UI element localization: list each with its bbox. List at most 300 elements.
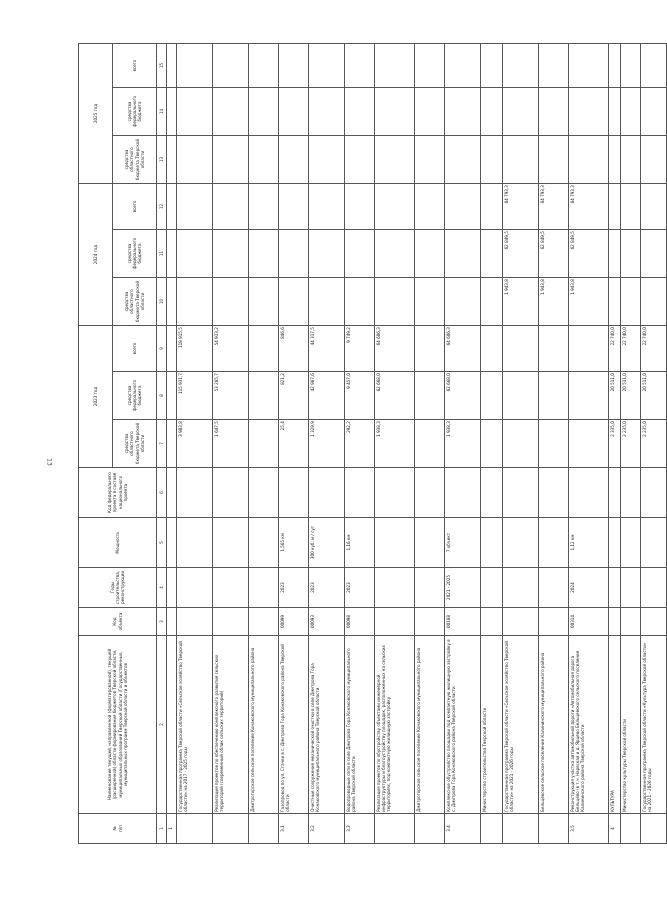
row-amount: [345, 88, 375, 136]
header-year-2024: 2024 год: [79, 184, 113, 326]
row-name: Реализация проектов по обеспечению комплексного развития сельских территорий (современный облик сельских территорий): [213, 636, 249, 814]
row-federal-project: [569, 468, 609, 518]
header-total: всего: [113, 44, 157, 88]
row-name: Водопроводные сети в селе Дмитрова Гора Конаковского муниципального района Тверской области: [345, 636, 375, 814]
row-amount: [167, 278, 177, 326]
table-row: [569, 44, 609, 844]
table-row: [167, 44, 177, 844]
table-row: [641, 44, 667, 844]
row-years: 2023: [309, 568, 345, 608]
row-number: 1: [167, 814, 177, 844]
row-amount: 62 849,5: [539, 230, 569, 278]
row-amount: 62 668,0: [375, 372, 415, 420]
row-capacity: 1,565 км: [279, 518, 309, 568]
header-years: Годы строительства, реконструкции: [79, 568, 157, 608]
row-amount: [569, 420, 609, 468]
row-amount: [167, 230, 177, 278]
row-amount: [167, 136, 177, 184]
row-name: Реконструкция участка автомобильной дороги «Автомобильная дорога Бельцево (в т.ч. Нарвская и д. Ярцево Бельцевского сельского поселения Калининского района Тверской области: [569, 636, 609, 814]
row-amount: [641, 88, 667, 136]
row-amount: [249, 372, 279, 420]
row-object-code: [503, 608, 539, 636]
row-years: [415, 568, 445, 608]
row-amount: 2 235,0: [641, 420, 667, 468]
row-object-code: [249, 608, 279, 636]
row-years: [249, 568, 279, 608]
row-amount: [177, 184, 213, 230]
row-amount: 9 749,2: [345, 326, 375, 372]
row-amount: 821,2: [279, 372, 309, 420]
row-amount: [503, 136, 539, 184]
row-amount: 20 511,0: [641, 372, 667, 420]
header-federal-budget: средства федерального бюджета: [113, 88, 157, 136]
row-federal-project: [445, 468, 481, 518]
row-number: [415, 814, 445, 844]
row-amount: 22 740,0: [621, 326, 641, 372]
row-number: 3.4: [445, 814, 481, 844]
row-amount: [569, 326, 609, 372]
row-amount: [249, 136, 279, 184]
row-capacity: [415, 518, 445, 568]
row-amount: [569, 136, 609, 184]
row-years: [503, 568, 539, 608]
column-number: 11: [157, 230, 167, 278]
row-amount: [345, 136, 375, 184]
investment-objects-table: [78, 43, 667, 844]
row-amount: [609, 278, 621, 326]
row-name: Государственная программа Тверской области «Культура Тверской области» на 2021 - 2026 годы: [641, 636, 667, 814]
row-amount: [375, 88, 415, 136]
row-amount: [445, 230, 481, 278]
header-federal-project: Код федерального проекта в составе национального проекта: [79, 468, 157, 518]
header-total: всего: [113, 184, 157, 230]
row-number: [641, 814, 667, 844]
row-federal-project: [503, 468, 539, 518]
row-amount: 62 668,0: [445, 372, 481, 420]
row-name: Дмитрогорское сельское поселение Конаковского муниципального района: [415, 636, 445, 814]
row-amount: 1 943,8: [569, 278, 609, 326]
row-amount: [539, 372, 569, 420]
row-amount: 42 987,6: [309, 372, 345, 420]
row-object-code: [167, 608, 177, 636]
row-name: Министерство строительства Тверской области: [481, 636, 503, 814]
row-federal-project: [167, 468, 177, 518]
row-amount: 64 793,3: [569, 184, 609, 230]
row-federal-project: [609, 468, 621, 518]
row-name: Министерство культуры Тверской области: [621, 636, 641, 814]
row-object-code: [415, 608, 445, 636]
column-number: 14: [157, 88, 167, 136]
row-years: [641, 568, 667, 608]
row-amount: [445, 184, 481, 230]
row-amount: 20 511,0: [621, 372, 641, 420]
column-number: 5: [157, 518, 167, 568]
header-year-2025: 2025 год: [79, 44, 113, 184]
table-row: [213, 44, 249, 844]
row-number: 3.5: [569, 814, 609, 844]
row-object-code: 00098: [345, 608, 375, 636]
row-amount: [415, 230, 445, 278]
column-number: 15: [157, 44, 167, 88]
row-amount: [249, 88, 279, 136]
rotated-table-container: [78, 44, 652, 844]
row-capacity: [539, 518, 569, 568]
row-years: [375, 568, 415, 608]
row-amount: [539, 136, 569, 184]
header-name: Наименование текущей, направленной (форматированной), текущей (расширенной) области формирования бюджетов Тверской области, муниципальных образований Тверской области (Государственных, муниципальных программ Тверской области и объектов: [79, 636, 157, 814]
row-federal-project: [213, 468, 249, 518]
header-total: всего: [113, 326, 157, 372]
row-amount: 292,2: [345, 420, 375, 468]
header-federal-budget: средства федерального бюджета: [113, 230, 157, 278]
row-amount: [415, 88, 445, 136]
page-number: 13: [45, 458, 53, 466]
column-number: 12: [157, 184, 167, 230]
row-object-code: 00188: [445, 608, 481, 636]
row-object-code: [213, 608, 249, 636]
row-amount: 2 235,0: [621, 420, 641, 468]
row-amount: [167, 326, 177, 372]
row-amount: [503, 44, 539, 88]
row-amount: [445, 278, 481, 326]
row-federal-project: [249, 468, 279, 518]
row-amount: 119 915,5: [177, 326, 213, 372]
row-amount: [177, 88, 213, 136]
row-amount: [375, 278, 415, 326]
row-amount: 64 606,3: [375, 326, 415, 372]
row-amount: [375, 44, 415, 88]
row-number: [375, 814, 415, 844]
row-capacity: [609, 518, 621, 568]
row-amount: 64 793,3: [503, 184, 539, 230]
row-amount: [609, 230, 621, 278]
table-row: [249, 44, 279, 844]
row-amount: [481, 184, 503, 230]
row-amount: [415, 44, 445, 88]
row-amount: [213, 278, 249, 326]
row-years: [167, 568, 177, 608]
row-amount: [167, 44, 177, 88]
header-year-2023: 2023 год: [79, 326, 113, 468]
row-amount: [249, 230, 279, 278]
row-federal-project: [309, 468, 345, 518]
header-federal-budget: средства федерального бюджета: [113, 372, 157, 420]
row-amount: [641, 230, 667, 278]
row-name: Государственная программа Тверской области «Сельское хозяйство Тверской области» на 2017 - 2025 годы: [177, 636, 213, 814]
row-federal-project: [415, 468, 445, 518]
row-years: 2021 - 2025: [445, 568, 481, 608]
table-row: [621, 44, 641, 844]
column-number: 6: [157, 468, 167, 518]
row-amount: [539, 44, 569, 88]
row-object-code: 00093: [309, 608, 345, 636]
row-amount: [621, 136, 641, 184]
row-amount: [279, 230, 309, 278]
column-number: 2: [157, 636, 167, 814]
row-capacity: [641, 518, 667, 568]
row-amount: [375, 184, 415, 230]
row-number: [621, 814, 641, 844]
row-amount: [309, 278, 345, 326]
row-amount: [213, 230, 249, 278]
row-amount: [503, 420, 539, 468]
table-row: [375, 44, 415, 844]
row-capacity: [167, 518, 177, 568]
row-amount: [309, 88, 345, 136]
row-amount: 62 849,5: [569, 230, 609, 278]
row-amount: [279, 136, 309, 184]
row-amount: [621, 184, 641, 230]
table-row: [345, 44, 375, 844]
row-name: [167, 636, 177, 814]
row-amount: [539, 326, 569, 372]
row-amount: [569, 44, 609, 88]
column-number: 4: [157, 568, 167, 608]
row-years: [213, 568, 249, 608]
row-amount: [309, 136, 345, 184]
row-amount: [641, 184, 667, 230]
row-amount: [481, 278, 503, 326]
row-amount: [621, 230, 641, 278]
row-name: Дмитрогорское сельское поселение Конаковского муниципального района: [249, 636, 279, 814]
row-years: [177, 568, 213, 608]
row-amount: [345, 278, 375, 326]
row-number: [503, 814, 539, 844]
row-federal-project: [539, 468, 569, 518]
row-amount: [249, 420, 279, 468]
table-row: [279, 44, 309, 844]
row-federal-project: [621, 468, 641, 518]
row-capacity: [177, 518, 213, 568]
row-amount: [481, 420, 503, 468]
row-amount: 3 983,8: [177, 420, 213, 468]
row-capacity: 7 объект: [445, 518, 481, 568]
row-amount: [641, 136, 667, 184]
row-amount: [415, 278, 445, 326]
row-years: [621, 568, 641, 608]
row-amount: [309, 44, 345, 88]
row-amount: [641, 278, 667, 326]
row-amount: [503, 326, 539, 372]
row-amount: 44 317,5: [309, 326, 345, 372]
row-amount: 1 938,3: [375, 420, 415, 468]
row-object-code: 00099: [279, 608, 309, 636]
row-amount: [177, 278, 213, 326]
table-row: [415, 44, 445, 844]
column-number: 1: [157, 814, 167, 844]
row-amount: [167, 88, 177, 136]
row-amount: [279, 278, 309, 326]
row-federal-project: [641, 468, 667, 518]
table-row: [309, 44, 345, 844]
row-amount: [279, 88, 309, 136]
row-amount: 1 647,5: [213, 420, 249, 468]
row-amount: [177, 44, 213, 88]
header-regional-budget: средства областного бюджета Тверской области: [113, 278, 157, 326]
row-amount: [481, 230, 503, 278]
row-amount: 22 740,0: [609, 326, 621, 372]
row-amount: 53 265,7: [213, 372, 249, 420]
row-object-code: [621, 608, 641, 636]
row-name: Бельцевское сельское поселение Калининского муниципального района: [539, 636, 569, 814]
row-name: КУЛЬТУРА: [609, 636, 621, 814]
row-amount: [569, 372, 609, 420]
row-federal-project: [481, 468, 503, 518]
row-amount: [539, 420, 569, 468]
row-amount: [279, 44, 309, 88]
row-number: [539, 814, 569, 844]
row-amount: [609, 88, 621, 136]
row-amount: [167, 372, 177, 420]
row-capacity: 300 куб. м / сут: [309, 518, 345, 568]
header-regional-budget: средства областного бюджета Тверской области: [113, 136, 157, 184]
row-amount: 115 931,7: [177, 372, 213, 420]
row-name: Очистные сооружения механической очистки в селе Дмитрова Гора Конаковского муниципального района Тверской области: [309, 636, 345, 814]
row-amount: [481, 136, 503, 184]
column-number: 7: [157, 420, 167, 468]
row-capacity: 1,12 км: [569, 518, 609, 568]
row-object-code: [609, 608, 621, 636]
row-amount: [213, 88, 249, 136]
row-amount: 1 943,8: [539, 278, 569, 326]
row-amount: 1 943,8: [503, 278, 539, 326]
row-number: [249, 814, 279, 844]
row-amount: 9 457,0: [345, 372, 375, 420]
row-amount: [213, 136, 249, 184]
row-amount: [375, 230, 415, 278]
row-capacity: [249, 518, 279, 568]
row-amount: [415, 136, 445, 184]
table-row: [609, 44, 621, 844]
row-number: [481, 814, 503, 844]
row-amount: [279, 184, 309, 230]
row-amount: [609, 136, 621, 184]
row-amount: [249, 278, 279, 326]
row-object-code: 00314: [569, 608, 609, 636]
row-object-code: [375, 608, 415, 636]
row-amount: 54 913,2: [213, 326, 249, 372]
row-name: Реализация проектов по обустройству объектами инженерной инфраструктуры и благоустройству площадок, расположенных на сельских территориях, под компактную жилищную застройку: [375, 636, 415, 814]
row-years: 2023: [345, 568, 375, 608]
row-federal-project: [345, 468, 375, 518]
row-federal-project: [279, 468, 309, 518]
row-name: Газопровод по ул. Стачки в с. Дмитрова Гора Конаковского района Тверской области: [279, 636, 309, 814]
row-amount: [481, 326, 503, 372]
row-amount: 1 329,9: [309, 420, 345, 468]
row-amount: 62 849,5: [503, 230, 539, 278]
row-number: [213, 814, 249, 844]
row-amount: [213, 44, 249, 88]
row-amount: [503, 88, 539, 136]
column-number: 13: [157, 136, 167, 184]
row-number: 3.2: [309, 814, 345, 844]
row-amount: [539, 88, 569, 136]
row-amount: [641, 44, 667, 88]
row-amount: [415, 420, 445, 468]
row-capacity: [621, 518, 641, 568]
row-amount: [249, 326, 279, 372]
column-number: 10: [157, 278, 167, 326]
row-amount: [445, 88, 481, 136]
row-amount: [621, 278, 641, 326]
header-capacity: Мощность: [79, 518, 157, 568]
row-amount: [309, 230, 345, 278]
row-number: 4: [609, 814, 621, 844]
row-amount: [503, 372, 539, 420]
row-capacity: [375, 518, 415, 568]
row-number: 3.3: [345, 814, 375, 844]
row-amount: [415, 372, 445, 420]
column-number-row: [157, 44, 167, 844]
row-federal-project: [375, 468, 415, 518]
row-object-code: [539, 608, 569, 636]
row-amount: [445, 44, 481, 88]
row-years: 2024: [569, 568, 609, 608]
row-amount: 22 740,0: [641, 326, 667, 372]
row-amount: [309, 184, 345, 230]
table-row: [481, 44, 503, 844]
row-name: Государственная программа Тверской области «Сельское хозяйство Тверской области» на 2021 - 2026 годы: [503, 636, 539, 814]
header-number: № п/п: [79, 814, 157, 844]
row-object-code: [641, 608, 667, 636]
row-amount: [445, 136, 481, 184]
row-amount: [177, 136, 213, 184]
table-row: [503, 44, 539, 844]
row-amount: 64 606,3: [445, 326, 481, 372]
table-row: [177, 44, 213, 844]
row-amount: [167, 420, 177, 468]
row-amount: [621, 44, 641, 88]
table-row: [539, 44, 569, 844]
row-amount: [345, 230, 375, 278]
table-body: [167, 44, 667, 844]
row-amount: [375, 136, 415, 184]
row-amount: 1 938,3: [445, 420, 481, 468]
table-row: [445, 44, 481, 844]
row-number: 3.1: [279, 814, 309, 844]
row-amount: 64 793,3: [539, 184, 569, 230]
row-amount: [569, 88, 609, 136]
row-amount: [481, 372, 503, 420]
row-amount: [621, 88, 641, 136]
column-number: 9: [157, 326, 167, 372]
row-number: [177, 814, 213, 844]
row-amount: [167, 184, 177, 230]
row-amount: 846,6: [279, 326, 309, 372]
row-years: [481, 568, 503, 608]
row-amount: [609, 184, 621, 230]
row-capacity: [213, 518, 249, 568]
row-amount: 20 511,0: [609, 372, 621, 420]
header-code: Код объекта: [79, 608, 157, 636]
row-federal-project: [177, 468, 213, 518]
row-amount: [213, 184, 249, 230]
row-amount: [481, 88, 503, 136]
row-amount: [345, 44, 375, 88]
column-number: 3: [157, 608, 167, 636]
header-regional-budget: средства областного бюджета Тверской области: [113, 420, 157, 468]
row-capacity: [481, 518, 503, 568]
column-number: 8: [157, 372, 167, 420]
row-years: [539, 568, 569, 608]
row-amount: [249, 184, 279, 230]
row-amount: 2 335,0: [609, 420, 621, 468]
row-years: [609, 568, 621, 608]
row-object-code: [177, 608, 213, 636]
row-amount: [415, 184, 445, 230]
row-amount: [345, 184, 375, 230]
row-amount: [415, 326, 445, 372]
